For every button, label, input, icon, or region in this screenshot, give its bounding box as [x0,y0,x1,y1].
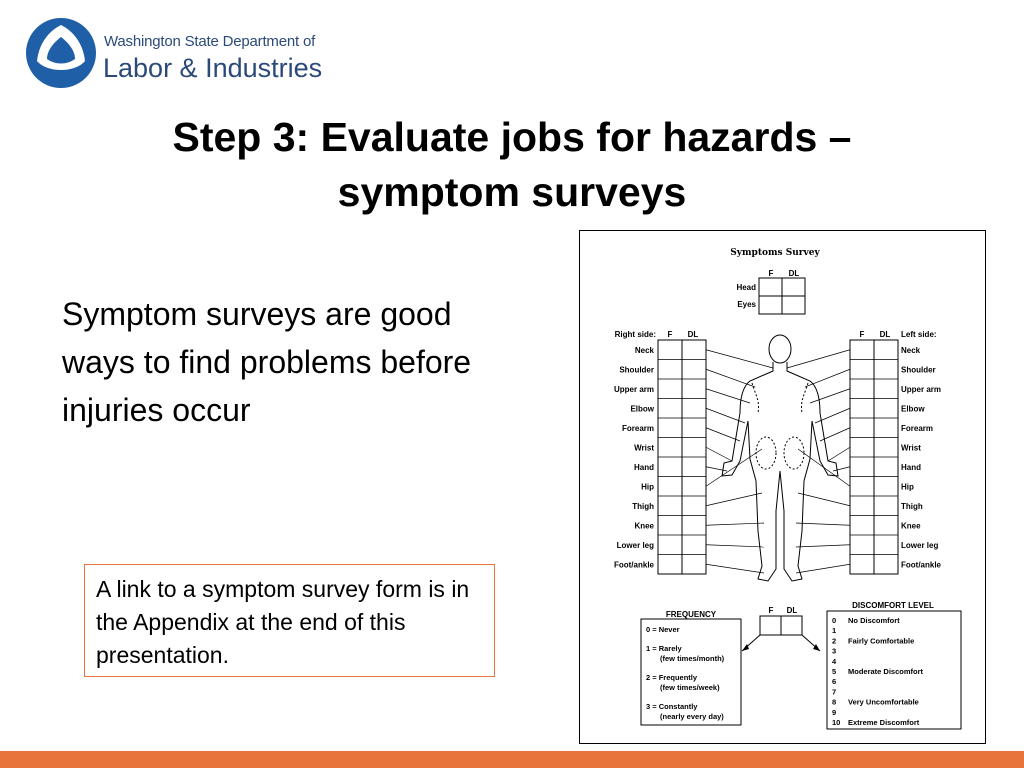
right-body-part-label: Forearm [621,423,654,433]
discomfort-number: 2 [832,636,837,646]
discomfort-number: 7 [832,687,837,697]
agency-logo [25,17,365,89]
left-leader-line [798,493,850,506]
left-leader-line [805,369,850,387]
discomfort-label: Extreme Discomfort [848,718,920,727]
right-body-part-label: Elbow [630,404,654,414]
frequency-item-detail: (few times/week) [660,683,720,692]
figure-head [769,335,791,363]
symptom-survey-svg [580,231,985,743]
right-leader-line [706,350,773,368]
figure-right-shoulder-zone [752,383,759,413]
discomfort-label: No Discomfort [848,616,900,625]
discomfort-number: 6 [832,677,837,687]
left-body-part-label: Foot/ankle [901,560,942,570]
slide-title [0,110,1024,220]
head-label: Head [736,283,756,292]
right-body-part-label: Hip [641,482,654,492]
right-body-part-label: Lower leg [616,540,654,550]
left-col-f: F [859,330,865,339]
discomfort-number: 3 [832,646,837,656]
slide-title-line2: symptom surveys [337,169,687,215]
right-leader-line [706,493,762,506]
head-col-f: F [768,269,774,278]
right-col-f: F [667,330,673,339]
left-body-part-label: Thigh [901,501,923,511]
left-leader-line [796,564,850,573]
body-text: Symptom surveys are good ways to find problems before injuries occur [62,296,472,428]
logo-agency-name-line2: Labor & Industries [103,53,323,83]
discomfort-number: 1 [832,626,837,636]
right-body-part-label: Hand [634,462,654,472]
right-leader-line [706,545,764,547]
discomfort-number: 8 [832,697,837,707]
left-body-part-label: Upper arm [901,384,942,394]
frequency-item: 0 = Never [646,625,680,634]
left-leader-line [833,467,850,471]
frequency-item: 3 = Constantly [646,702,698,711]
discomfort-number: 9 [832,707,837,717]
left-col-dl: DL [879,330,891,339]
right-side-label: Right side: [614,330,656,339]
left-body-part-label: Wrist [901,443,921,453]
frequency-items [646,625,725,721]
left-body-part-label: Neck [901,345,921,355]
discomfort-items [832,616,924,727]
figure-right-hip-zone [756,437,776,469]
left-body-part-label: Elbow [901,404,925,414]
frequency-item: 1 = Rarely [646,644,682,653]
left-body-part-label: Hip [901,482,914,492]
left-body-part-label: Shoulder [901,365,936,375]
discomfort-number: 10 [832,718,841,727]
discomfort-number: 4 [832,656,837,666]
human-body-figure-icon [722,335,838,581]
right-leader-line [706,564,764,573]
figure-right-outline [722,362,780,581]
figure-left-shoulder-zone [801,383,808,413]
right-side-labels [614,346,655,570]
left-side-labels [901,346,942,570]
center-col-f: F [768,606,774,615]
right-leader-line [706,467,727,471]
appendix-callout: A link to a symptom survey form is in the Appendix at the end of this presentation. [84,564,495,677]
right-body-part-label: Upper arm [613,384,654,394]
discomfort-label: Fairly Comfortable [848,636,915,646]
symptom-survey-form [579,230,986,744]
frequency-title: FREQUENCY [665,610,717,619]
slide-title-line1: Step 3: Evaluate jobs for hazards – [172,114,852,160]
right-body-part-label: Wrist [634,443,654,453]
discomfort-title: DISCOMFORT LEVEL [852,601,934,610]
left-leader-line [810,389,850,403]
right-body-part-label: Foot/ankle [613,560,654,570]
survey-title: Symptoms Survey [730,248,820,258]
right-body-part-label: Neck [634,345,654,355]
center-col-dl: DL [786,606,798,615]
discomfort-label: Moderate Discomfort [848,667,924,676]
right-leader-line [706,428,740,441]
right-leader-line [706,447,732,461]
left-body-part-label: Knee [901,521,921,531]
left-body-part-label: Hand [901,462,921,472]
left-leader-line [796,545,850,547]
right-body-part-label: Knee [634,521,654,531]
head-col-dl: DL [788,269,800,278]
right-leader-line [706,523,764,525]
right-col-dl: DL [687,330,699,339]
left-body-part-label: Lower leg [901,540,939,550]
left-side-grid [850,340,898,574]
left-side-label: Left side: [901,330,937,339]
figure-left-hip-zone [784,437,804,469]
left-leader-line [787,350,850,368]
frequency-item-detail: (nearly every day) [660,712,724,721]
right-body-part-label: Thigh [632,501,654,511]
right-leader-line [706,449,762,486]
logo-agency-name-line1: Washington State Department of [104,33,316,50]
bottom-accent-bar [0,751,1024,768]
discomfort-label: Very Uncomfortable [848,697,919,707]
left-leader-line [796,523,850,525]
right-body-part-label: Shoulder [619,365,654,375]
right-side-grid [658,340,706,574]
agency-logo-mark-icon [25,17,97,89]
left-body-part-label: Forearm [901,423,934,433]
left-leader-line [828,447,850,461]
discomfort-number: 5 [832,667,837,676]
discomfort-number: 0 [832,616,837,625]
right-leader-line [706,369,755,387]
frequency-item-detail: (few times/month) [660,654,725,663]
eyes-label: Eyes [737,300,756,309]
frequency-item: 2 = Frequently [646,673,698,682]
